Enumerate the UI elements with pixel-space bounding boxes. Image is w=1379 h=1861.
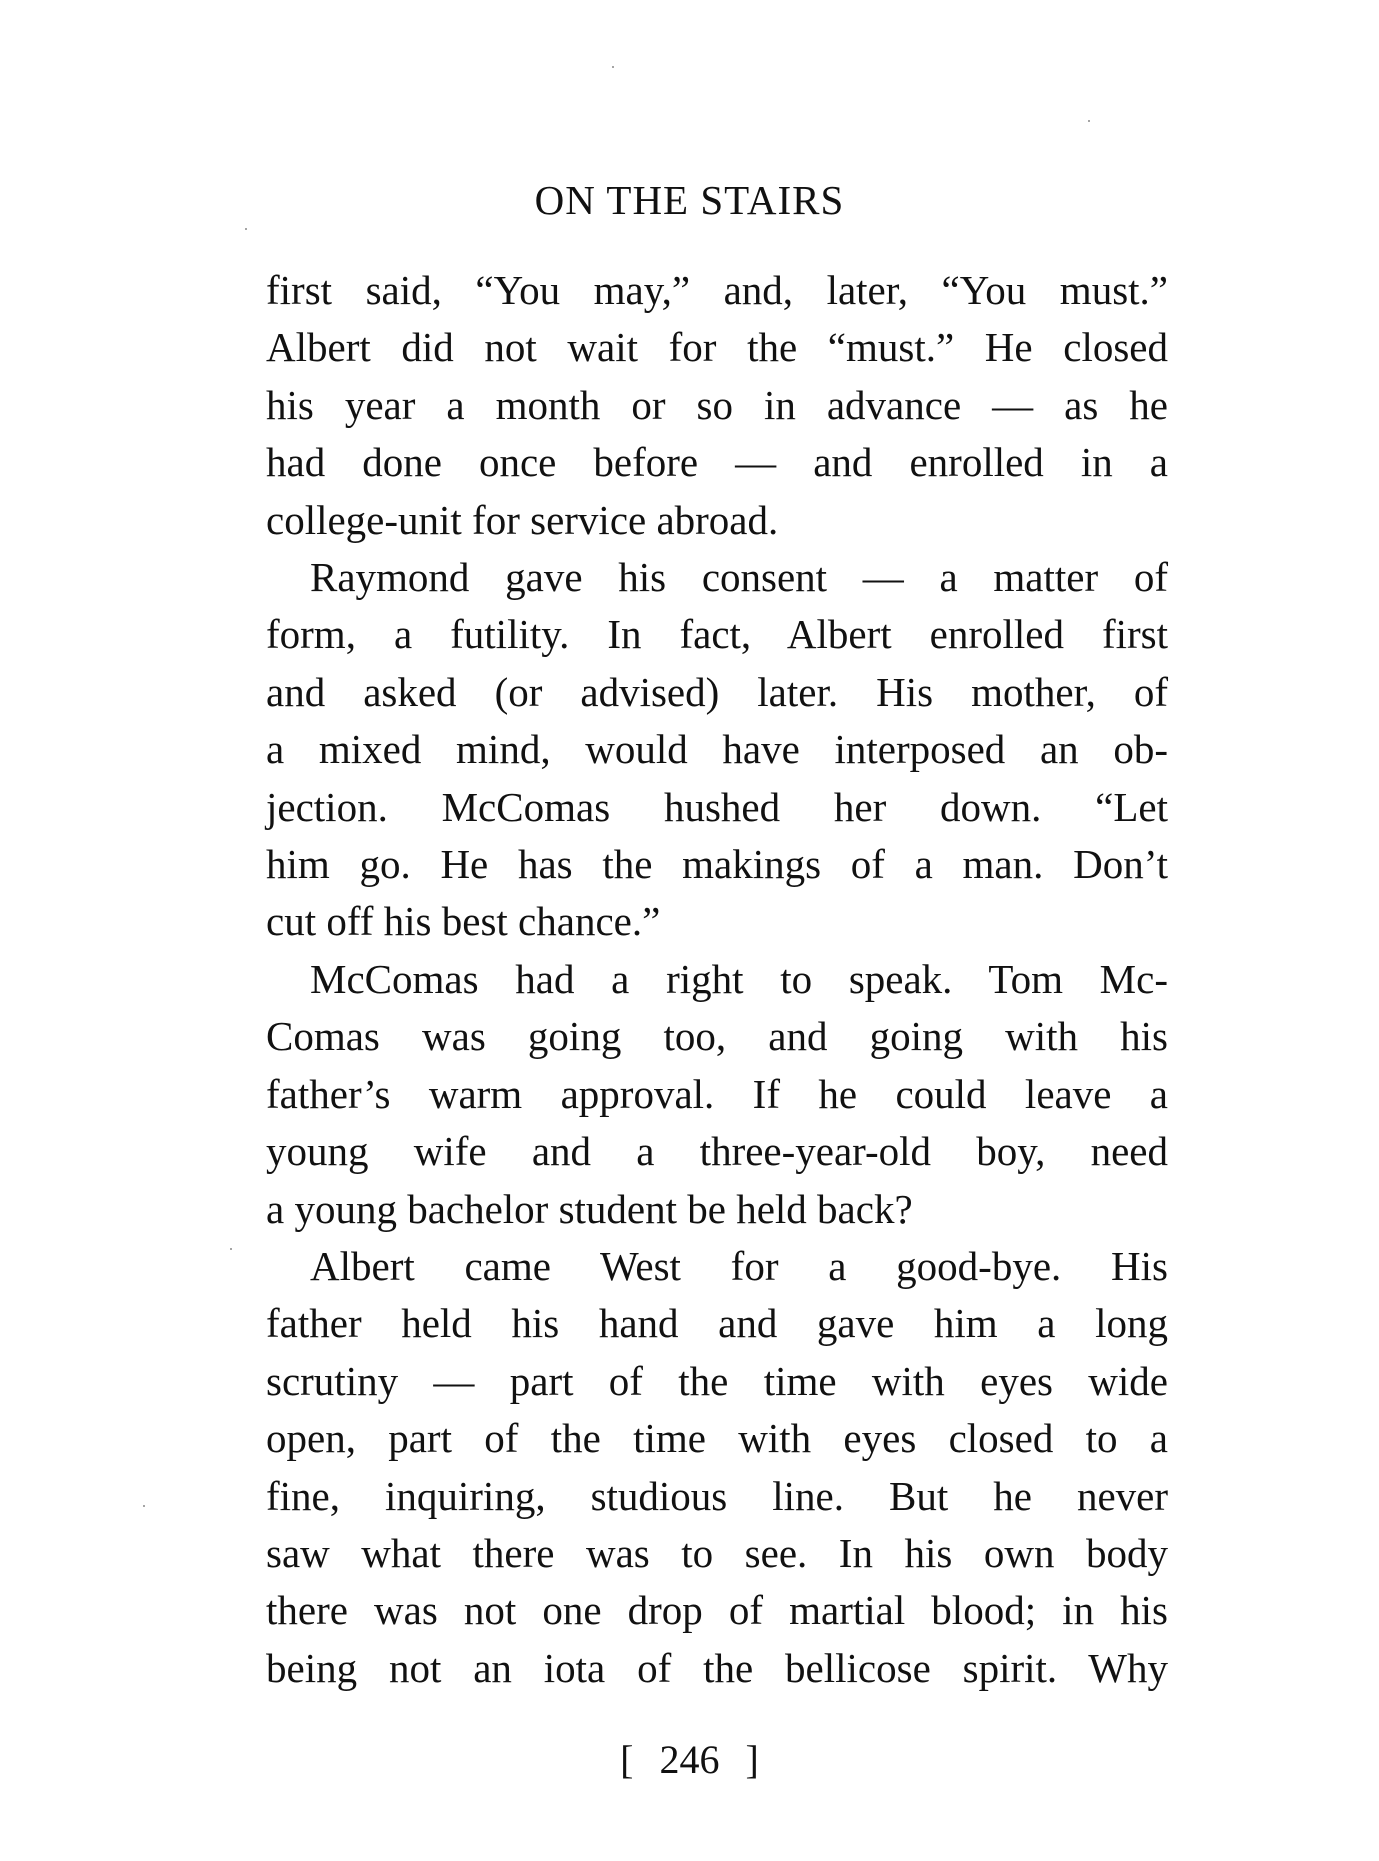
page-number: [ 246 ]	[620, 1737, 759, 1782]
paragraph-4	[266, 1238, 1168, 1697]
text-line: saw what there was to see. In his own body	[266, 1529, 1168, 1576]
text-line: there was not one drop of martial blood; in his	[266, 1587, 1168, 1634]
text-line: a young bachelor student be held back?	[266, 1185, 913, 1232]
paragraph-1	[266, 262, 1168, 549]
paragraph-2	[266, 549, 1168, 951]
text-line: first said, “You may,” and, later, “You must.”	[266, 267, 1168, 313]
text-line: being not an iota of the bellicose spirit. Why	[266, 1644, 1168, 1691]
text-line: Raymond gave his consent — a matter of	[310, 554, 1168, 601]
text-line: college-unit for service abroad.	[266, 496, 779, 543]
text-line: McComas had a right to speak. Tom Mc-	[310, 955, 1168, 1002]
text-line: father held his hand and gave him a long	[266, 1300, 1168, 1347]
running-head: ON THE STAIRS	[534, 177, 845, 223]
text-line: Comas was going too, and going with his	[266, 1013, 1168, 1060]
text-line: him go. He has the makings of a man. Don’t	[266, 841, 1168, 888]
text-line: young wife and a three-year-old boy, need	[266, 1128, 1168, 1175]
text-line: had done once before — and enrolled in a	[266, 439, 1168, 486]
paper-speck	[245, 228, 247, 230]
text-line: cut off his best chance.”	[266, 898, 661, 945]
body-text	[266, 262, 1168, 1697]
text-line: a mixed mind, would have interposed an ob-	[266, 726, 1168, 773]
text-line: Albert did not wait for the “must.” He closed	[266, 324, 1168, 371]
text-line: jection. McComas hushed her down. “Let	[266, 783, 1168, 830]
text-line: form, a futility. In fact, Albert enrolled first	[266, 611, 1168, 658]
paragraph-3	[266, 951, 1168, 1238]
paper-speck	[612, 66, 614, 68]
text-line: fine, inquiring, studious line. But he never	[266, 1472, 1168, 1519]
text-line: father’s warm approval. If he could leave a	[266, 1070, 1168, 1117]
paper-speck	[230, 1248, 232, 1250]
text-line: open, part of the time with eyes closed to a	[266, 1415, 1168, 1462]
text-line: his year a month or so in advance — as he	[266, 381, 1168, 428]
paper-speck	[1088, 120, 1090, 122]
paper-speck	[143, 1505, 145, 1507]
text-line: scrutiny — part of the time with eyes wide	[266, 1357, 1168, 1404]
text-line: Albert came West for a good-bye. His	[310, 1242, 1168, 1289]
text-line: and asked (or advised) later. His mother, of	[266, 668, 1168, 715]
